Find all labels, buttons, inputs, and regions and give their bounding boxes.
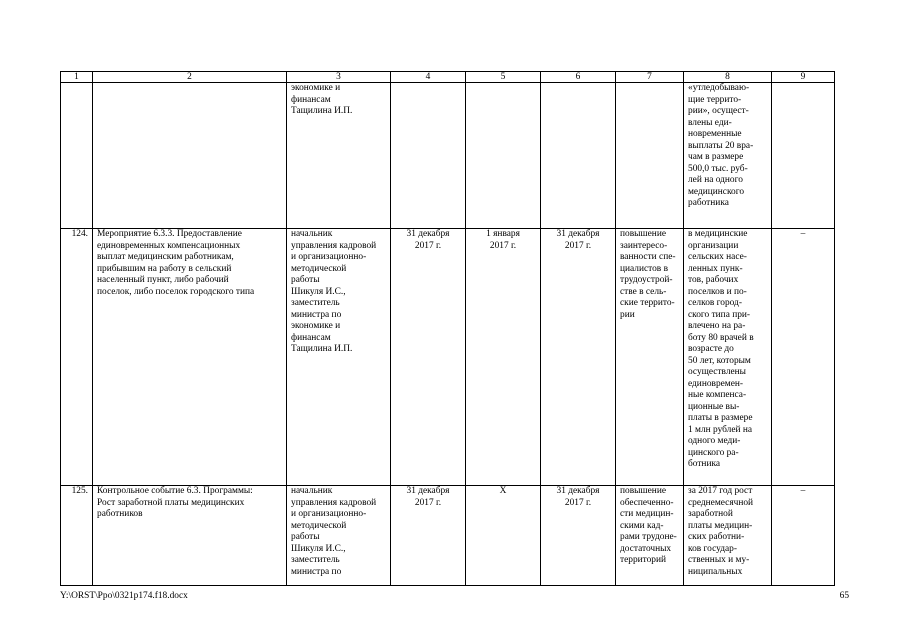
date-cell: 31 декабря 2017 г. [391, 486, 466, 586]
header-cell: 1 [61, 72, 93, 83]
activity-cell: Контрольное событие 6.3. Программы: Рост заработной платы медицинских работников [93, 486, 287, 586]
note-cell: – [772, 229, 835, 486]
header-cell: 3 [287, 72, 391, 83]
footer-file-path: Y:\ORST\Ppo\0321p174.f18.docx [60, 591, 188, 601]
page-number: 65 [839, 591, 849, 601]
date-cell [391, 83, 466, 229]
activity-cell: Мероприятие 6.3.3. Предоставление единовременных компенсационных выплат медицинским работникам, прибывшим на работу в сельский населенный пункт, либо рабочий поселок, либо поселок городского типа [93, 229, 287, 486]
header-cell: 9 [772, 72, 835, 83]
result-cell: повышение обеспеченно- сти медицин- скими кад- рами трудоне- достаточных территорий [616, 486, 684, 586]
date-cell: Х [466, 486, 541, 586]
result-cell [616, 83, 684, 229]
document-table [60, 71, 835, 586]
date-cell: 31 декабря 2017 г. [391, 229, 466, 486]
header-cell: 6 [541, 72, 616, 83]
row-number: 124. [61, 229, 93, 486]
note-cell: – [772, 486, 835, 586]
achieved-cell: за 2017 год рост среднемесячной заработной платы медицин- ских работни- ков государ- ственных и му- ниципальных [684, 486, 772, 586]
result-cell: повышение заинтересо- ванности спе- циалистов в трудоустрой- стве в сель- ские террито- рии [616, 229, 684, 486]
date-cell: 1 января 2017 г. [466, 229, 541, 486]
responsible-cell: экономике и финансам Тащилина И.П. [287, 83, 391, 229]
date-cell [541, 83, 616, 229]
header-cell: 7 [616, 72, 684, 83]
date-cell [466, 83, 541, 229]
achieved-cell: «утледобываю- щие террито- рии», осущест- влены еди- новременные выплаты 20 вра- чам в размере 500,0 тыс. руб- лей на одного медицинского работника [684, 83, 772, 229]
header-row [61, 72, 835, 83]
achieved-cell: в медицинские организации сельских насе- ленных пунк- тов, рабочих поселков и по- селков город- ского типа при- влечено на ра- боту 80 врачей в возрасте до 50 лет, которым осуществлены единовремен- ные компенса- ционные вы- платы в размере 1 млн рублей на одного меди- цинского ра- ботника [684, 229, 772, 486]
table-row [61, 486, 835, 586]
header-cell: 4 [391, 72, 466, 83]
table-row [61, 229, 835, 486]
date-cell: 31 декабря 2017 г. [541, 229, 616, 486]
header-cell: 8 [684, 72, 772, 83]
responsible-cell: начальник управления кадровой и организационно- методической работы Шикуля И.С., заместитель министра по [287, 486, 391, 586]
table-row [61, 83, 835, 229]
header-cell: 2 [93, 72, 287, 83]
responsible-cell: начальник управления кадровой и организационно- методической работы Шикуля И.С., заместитель министра по экономике и финансам Тащилина И.П. [287, 229, 391, 486]
row-number [61, 83, 93, 229]
header-cell: 5 [466, 72, 541, 83]
date-cell: 31 декабря 2017 г. [541, 486, 616, 586]
row-number: 125. [61, 486, 93, 586]
note-cell [772, 83, 835, 229]
activity-cell [93, 83, 287, 229]
